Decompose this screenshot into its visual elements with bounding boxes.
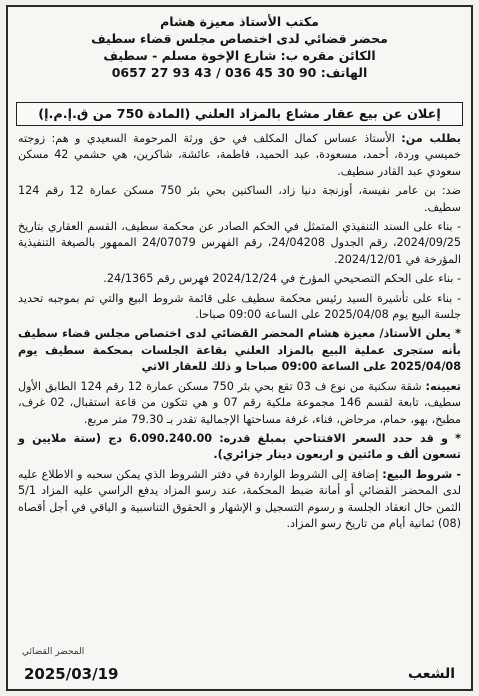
phone-numbers: 0657 27 93 43 / 036 45 30 90 [111, 65, 317, 80]
phone-line [18, 64, 461, 81]
paragraph-text: إضافة إلى الشروط الواردة في دفتر الشروط الذي يمكن سحبه و الاطلاع عليه لدى المحضر القضائي أو أمانة ضبط المحكمة، عند رسو المزاد يدفع الراسي عليه المزاد 5/1 الثمن حال انعقاد الجلسة و رسوم التسجيل و الإشهار و الحقوق التناسبية و الباقي في أجل أقصاه (08) ثمانية أيام من تاريخ رسو المزاد. [18, 467, 461, 530]
notice-title: إعلان عن بيع عقار مشاع بالمزاد العلني (المادة 750 من ق.إ.م.إ) [16, 102, 463, 126]
paragraph-text: شقة سكنية من نوع ف 03 تقع بحي بئر 750 مسكن عمارة 12 رقم 124 الطابق الأول سطيف، تابعة لقسم 146 مجموعة ملكية رقم 07 و هي تتكون من قاعة استقبال، 02 غرف، مطبخ، بهو، حمام، مرحاض، فناء، غرفة مساحتها الإجمالية تقدر بـ 79.30 متر مربع. [18, 379, 461, 426]
publication-date: 2025/03/19 [24, 665, 119, 683]
phone-label: الهاتف: [320, 65, 368, 80]
paragraph-visa [18, 291, 461, 324]
paragraph-conditions [18, 467, 461, 533]
paragraph-against [18, 183, 461, 216]
notice-body [18, 131, 461, 535]
paragraph-text: - بناء على السند التنفيذي المتمثل في الحكم الصادر عن محكمة سطيف، القسم العقاري بتاريخ 2024/09/25، رقم الجدول 24/04208، رقم الفهرس 24/07079 الممهور بالصيغة التنفيذية المؤرخة في 2024/12/01. [18, 220, 462, 266]
paragraph-designation [18, 379, 461, 428]
office-address: الكائن مقره ب: شارع الإخوة مسلم - سطيف [103, 48, 376, 63]
paragraph-announcement [18, 326, 461, 375]
paragraph-correction [18, 271, 461, 287]
signature: المحضر القضائي [22, 647, 85, 657]
legal-notice-page [6, 5, 473, 691]
paragraph-text: الأستاذ عساس كمال المكلف في حق ورثة المرحومة السعيدي و هم: زوجته خميسي وردة، أحمد، مسعودة، عبد الحميد، فاطمة، عائشة، شاكرين، هي حشمي 42 مسكن سعودي عبد القادر سطيف. [18, 132, 461, 178]
paragraph-text: - بناء على تأشيرة السيد رئيس محكمة سطيف على قائمة شروط البيع والتي تم بموجبه تحديد جلسة البيع يوم 2025/04/08 على الساعة 09:00 صباحا. [18, 291, 461, 322]
paragraph-text: * و قد حدد السعر الافتتاحي بمبلغ قدره: 6.090.240.00 دج (ستة ملايين و تسعون ألف و مائتين و اربعون دينار جزائري). [18, 431, 461, 462]
office-name: مكتب الأستاذ معيزة هشام [160, 14, 319, 29]
paragraph-lead: تعيينه: [425, 379, 461, 393]
paragraph-requester [18, 131, 461, 180]
paragraph-judgment [18, 219, 461, 268]
notice-header [18, 13, 461, 81]
publication-footer [24, 663, 455, 685]
bailiff-role: محضر قضائي لدى اختصاص مجلس قضاء سطيف [91, 31, 388, 46]
newspaper-name: الشعب [407, 666, 455, 682]
paragraph-lead: بطلب من: [401, 132, 461, 145]
paragraph-lead: - شروط البيع: [382, 467, 462, 481]
paragraph-text: - بناء على الحكم التصحيحي المؤرخ في 2024/12/24 فهرس رقم 24/1365. [103, 272, 461, 286]
paragraph-text: ضد: بن عامر نفيسة، أوزنجة دنيا زاد، الساكنين بحي بئر 750 مسكن عمارة 12 رقم 124 سطيف. [18, 184, 461, 214]
paragraph-text: * يعلن الأستاذ/ معيزة هشام المحضر القضائي لدى اختصاص مجلس قضاء سطيف بأنه ستجرى عملية البيع بالمزاد العلني بقاعة الجلسات بمحكمة سطيف يوم 2025/04/08 على الساعة 09:00 صباحا و ذلك للعقار الاتي [18, 327, 461, 374]
paragraph-price [18, 431, 461, 464]
